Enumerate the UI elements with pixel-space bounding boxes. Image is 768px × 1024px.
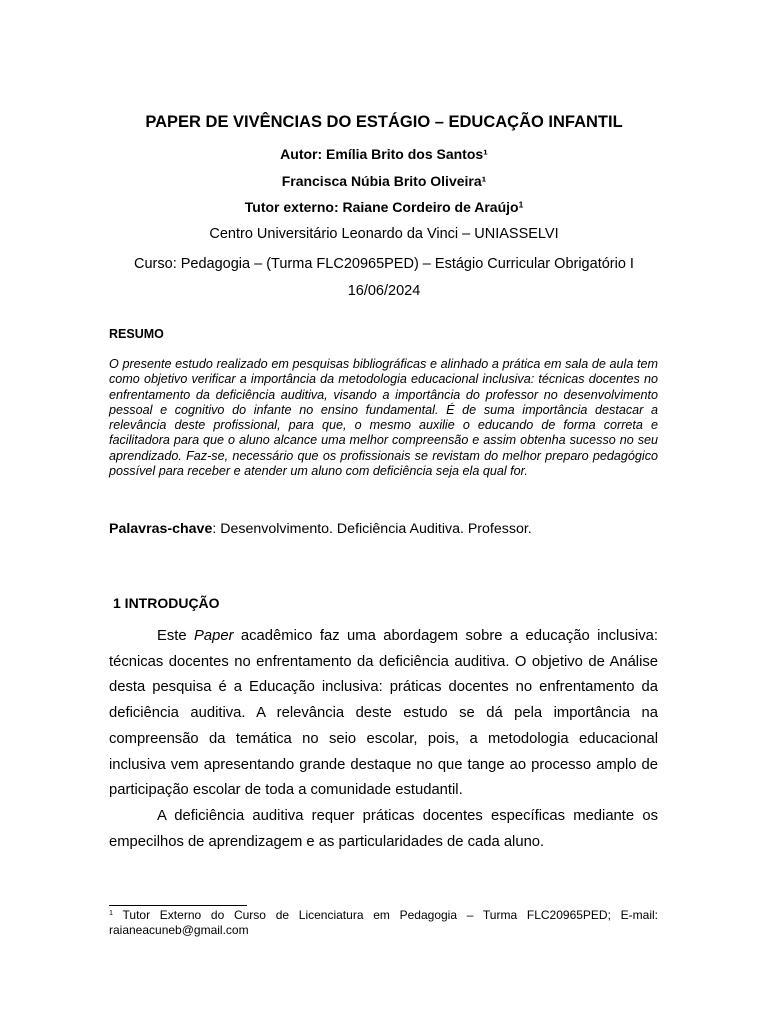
tutor-text: Tutor externo: Raiane Cordeiro de Araújo <box>244 199 519 215</box>
paragraph-italic-term: Paper <box>194 628 234 644</box>
institution-line: Centro Universitário Leonardo da Vinci – UNIASSELVI <box>209 226 559 242</box>
keywords-line <box>109 521 532 537</box>
paper-title: PAPER DE VIVÊNCIAS DO ESTÁGIO – EDUCAÇÃO INFANTIL <box>145 113 623 131</box>
footnote <box>109 908 658 937</box>
section-heading-introduction: 1 INTRODUÇÃO <box>113 595 220 611</box>
keywords-text: : Desenvolvimento. Deficiência Auditiva. Professor. <box>212 521 532 537</box>
tutor-footnote-mark: 1 <box>518 199 524 210</box>
paragraph-text: Este <box>157 628 195 644</box>
footnote-text: Tutor Externo do Curso de Licenciatura em Pedagogia – Turma FLC20965PED; E-mail: raianeacuneb@gmail.com <box>109 908 658 937</box>
footnote-separator <box>109 905 247 906</box>
footnote-mark: 1 <box>109 908 113 918</box>
keywords-label: Palavras-chave <box>109 521 213 537</box>
introduction-paragraph-2: A deficiência auditiva requer práticas docentes específicas mediante os empecilhos de aprendizagem e as particularidades de cada aluno. <box>109 807 658 850</box>
course-line: Curso: Pedagogia – (Turma FLC20965PED) – Estágio Curricular Obrigatório I <box>134 256 634 272</box>
tutor-line <box>0 199 768 215</box>
author-line-2: Francisca Núbia Brito Oliveira¹ <box>281 173 487 189</box>
abstract-text: O presente estudo realizado em pesquisas bibliográficas e alinhado a prática em sala de aula tem como objetivo verificar a importância da metodologia educacional inclusiva: técnicas docentes no enfrentamento da deficiência auditiva, visando a importância do professor no desenvolvimento pessoal e cognitivo do infante no ensino fundamental. É de suma importância destacar a relevância deste profissional, para que, o mesmo auxilie o educando de forma correta e facilitadora para que o aluno alcance uma melhor compreensão e assim obtenha sucesso no seu aprendizado. Faz-se, necessário que os profissionais se revistam do melhor preparo pedagógico possível para receber e atender um aluno com deficiência seja ela qual for. <box>109 357 658 479</box>
paragraph-text: acadêmico faz uma abordagem sobre a educação inclusiva: técnicas docentes no enfrentamento da deficiência auditiva. O objetivo de Análise desta pesquisa é a Educação inclusiva: práticas docentes no enfrentamento da deficiência auditiva. A relevância deste estudo se dá pela importância na compreensão da temática no seio escolar, pois, a metodologia educacional inclusiva vem apresentando grande destaque no que tange ao processo amplo de participação escolar de toda a comunidade estudantil. <box>109 628 658 799</box>
date-line: 16/06/2024 <box>347 283 421 299</box>
author-line-1: Autor: Emília Brito dos Santos¹ <box>280 146 488 162</box>
introduction-paragraph-1 <box>109 624 658 804</box>
introduction-body <box>109 624 658 855</box>
abstract-heading: RESUMO <box>109 327 164 341</box>
